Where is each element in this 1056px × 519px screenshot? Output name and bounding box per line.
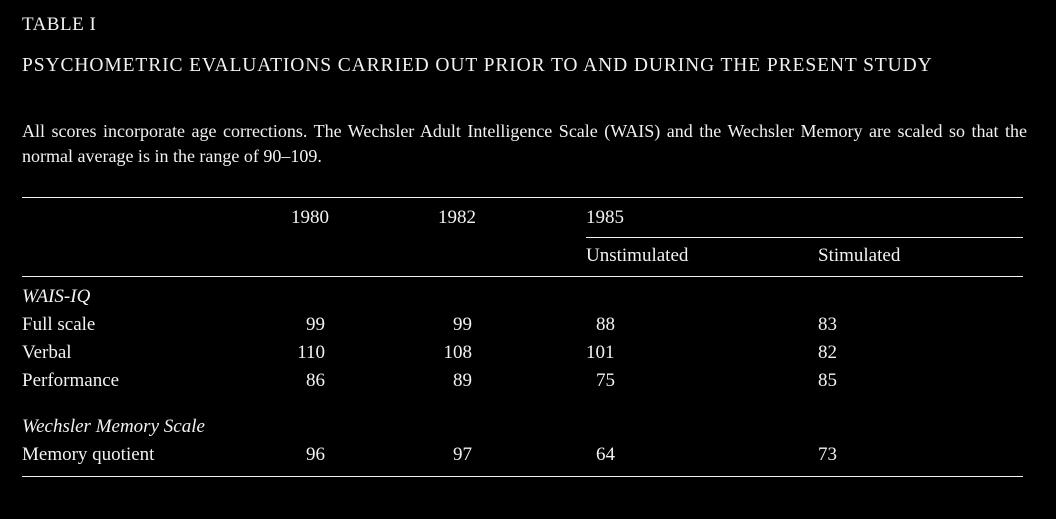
header-stimulated: Stimulated: [818, 245, 901, 266]
subheader-rule: [586, 237, 1023, 238]
section-heading-wechsler-memory-scale: Wechsler Memory Scale: [22, 416, 205, 437]
cell-performance-stimulated: 85: [818, 370, 837, 391]
cell-verbal-1980: 110: [297, 342, 325, 363]
row-label-full-scale: Full scale: [22, 314, 96, 335]
cell-verbal-unstimulated: 101: [586, 342, 615, 363]
cell-verbal-stimulated: 82: [818, 342, 837, 363]
header-1985: 1985: [586, 207, 624, 228]
cell-performance-unstimulated: 75: [596, 370, 615, 391]
cell-performance-1980: 86: [306, 370, 325, 391]
top-rule: [22, 197, 1023, 198]
row-label-performance: Performance: [22, 370, 120, 391]
cell-full-scale-unstimulated: 88: [596, 314, 615, 335]
row-label-memory-quotient: Memory quotient: [22, 444, 155, 465]
cell-memory-quotient-1980: 96: [306, 444, 325, 465]
bottom-rule: [22, 476, 1023, 477]
table-label: TABLE I: [22, 14, 97, 35]
cell-verbal-1982: 108: [443, 342, 472, 363]
table-caption: All scores incorporate age corrections. The Wechsler Adult Intelligence Scale (WAIS) and the Wechsler Memory are scaled so that the normal average is in the range of 90–109.: [22, 121, 1027, 166]
cell-full-scale-1982: 99: [453, 314, 472, 335]
header-1982: 1982: [438, 207, 476, 228]
cell-full-scale-stimulated: 83: [818, 314, 837, 335]
cell-memory-quotient-stimulated: 73: [818, 444, 837, 465]
header-1980: 1980: [291, 207, 329, 228]
cell-full-scale-1980: 99: [306, 314, 325, 335]
row-label-verbal: Verbal: [22, 342, 72, 363]
cell-performance-1982: 89: [453, 370, 472, 391]
cell-memory-quotient-unstimulated: 64: [596, 444, 615, 465]
table-title: PSYCHOMETRIC EVALUATIONS CARRIED OUT PRIOR TO AND DURING THE PRESENT STUDY: [22, 55, 933, 76]
header-unstimulated: Unstimulated: [586, 245, 689, 266]
cell-memory-quotient-1982: 97: [453, 444, 472, 465]
header-rule: [22, 276, 1023, 277]
section-heading-wais-iq: WAIS-IQ: [22, 286, 91, 307]
